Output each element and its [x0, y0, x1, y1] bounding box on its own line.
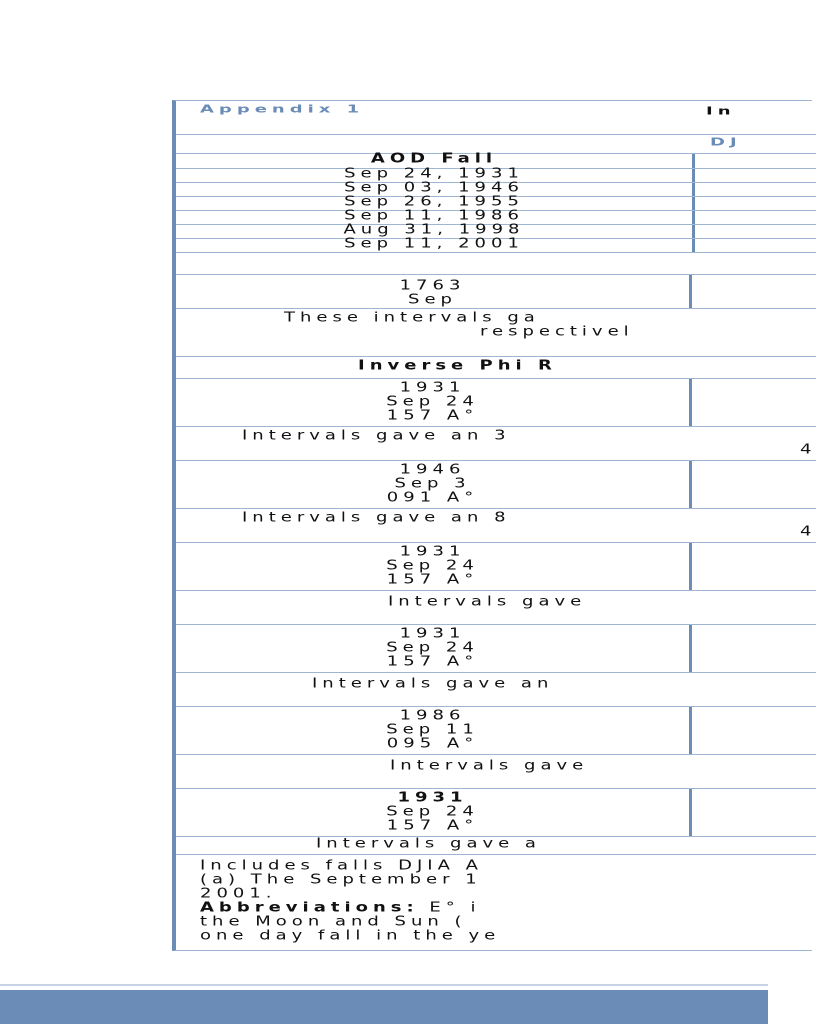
block-date: Sep 3 — [394, 476, 471, 492]
data-block-row — [176, 543, 816, 591]
data-block-row — [176, 625, 816, 673]
month-sep: Sep — [408, 292, 457, 308]
appendix-label: Appendix 1 — [200, 103, 365, 116]
footnote-line6: one day fall in the ye — [200, 928, 501, 944]
block-angle: 095 A° — [386, 736, 479, 752]
table-title: In — [706, 105, 736, 118]
block-year: 1946 — [399, 462, 466, 478]
footnote-line4 — [200, 900, 816, 916]
block-note-row — [176, 837, 816, 855]
abbreviations-text: E° i — [418, 900, 481, 916]
intervals-note-line1: These intervals ga — [284, 310, 540, 326]
block-year: 1931 — [399, 626, 466, 642]
footnote-line5: the Moon and Sun ( — [200, 914, 467, 930]
block-note-row — [176, 509, 816, 543]
block-note-cont: 4 — [800, 442, 816, 458]
intervals-note-row — [176, 309, 816, 357]
table-title-row — [176, 101, 816, 135]
block-note-row — [176, 755, 816, 789]
inverse-phi-heading: Inverse Phi R — [358, 358, 557, 374]
block-note-row — [176, 673, 816, 707]
fall-date: Sep 24, 1931 — [344, 166, 524, 182]
block-date: Sep 11 — [386, 722, 479, 738]
bottom-bar — [0, 990, 768, 1024]
fall-date: Sep 11, 2001 — [344, 236, 524, 252]
block-note: Intervals gave an 3 — [242, 428, 511, 444]
block-note: Intervals gave an 8 — [242, 510, 511, 526]
footnote-line1: Includes falls DJIA A — [200, 858, 483, 874]
spacer-row — [176, 253, 816, 275]
fall-date: Aug 31, 1998 — [343, 222, 525, 238]
appendix-table — [172, 100, 816, 951]
block-date: Sep 24 — [386, 804, 479, 820]
data-block-row — [176, 379, 816, 427]
fall-date: Sep 03, 1946 — [344, 180, 524, 196]
data-block-row — [176, 707, 816, 755]
intervals-note-line2: respectivel — [480, 324, 634, 340]
block-note: Intervals gave an — [312, 676, 554, 692]
fall-date: Sep 11, 1986 — [344, 208, 524, 224]
footnote-line2: (a) The September 1 — [200, 872, 482, 888]
block-angle: 157 A° — [386, 654, 479, 670]
year-1763: 1763 — [399, 278, 466, 294]
block-note: Intervals gave — [388, 594, 587, 610]
block-year: 1931 — [399, 380, 466, 396]
aod-fall-header: AOD Fall — [370, 151, 498, 167]
block-year: 1931 — [397, 790, 468, 806]
data-block-row — [176, 461, 816, 509]
block-angle: 157 A° — [386, 818, 479, 834]
block-date: Sep 24 — [386, 394, 479, 410]
block-angle: 157 A° — [386, 408, 479, 424]
block-year: 1931 — [399, 544, 466, 560]
sep1763-row — [176, 275, 816, 309]
bottom-divider — [0, 984, 768, 986]
inverse-phi-heading-row — [176, 357, 816, 379]
block-date: Sep 24 — [386, 558, 479, 574]
block-angle: 157 A° — [386, 572, 479, 588]
footnote-line3: 2001. — [200, 886, 277, 902]
fall-date: Sep 26, 1955 — [344, 194, 524, 210]
block-year: 1986 — [399, 708, 466, 724]
abbreviations-label: Abbreviations: — [200, 900, 419, 916]
footnote-row — [176, 855, 816, 951]
subheader-label: DJ — [710, 136, 742, 149]
block-note-row — [176, 427, 816, 461]
data-block-row — [176, 789, 816, 837]
block-note-row — [176, 591, 816, 625]
block-note: Intervals gave a — [316, 836, 541, 852]
fall-row — [176, 236, 816, 253]
block-angle: 091 A° — [386, 490, 479, 506]
block-note-cont: 4 — [800, 524, 816, 540]
block-note: Intervals gave — [390, 758, 589, 774]
block-date: Sep 24 — [386, 640, 479, 656]
